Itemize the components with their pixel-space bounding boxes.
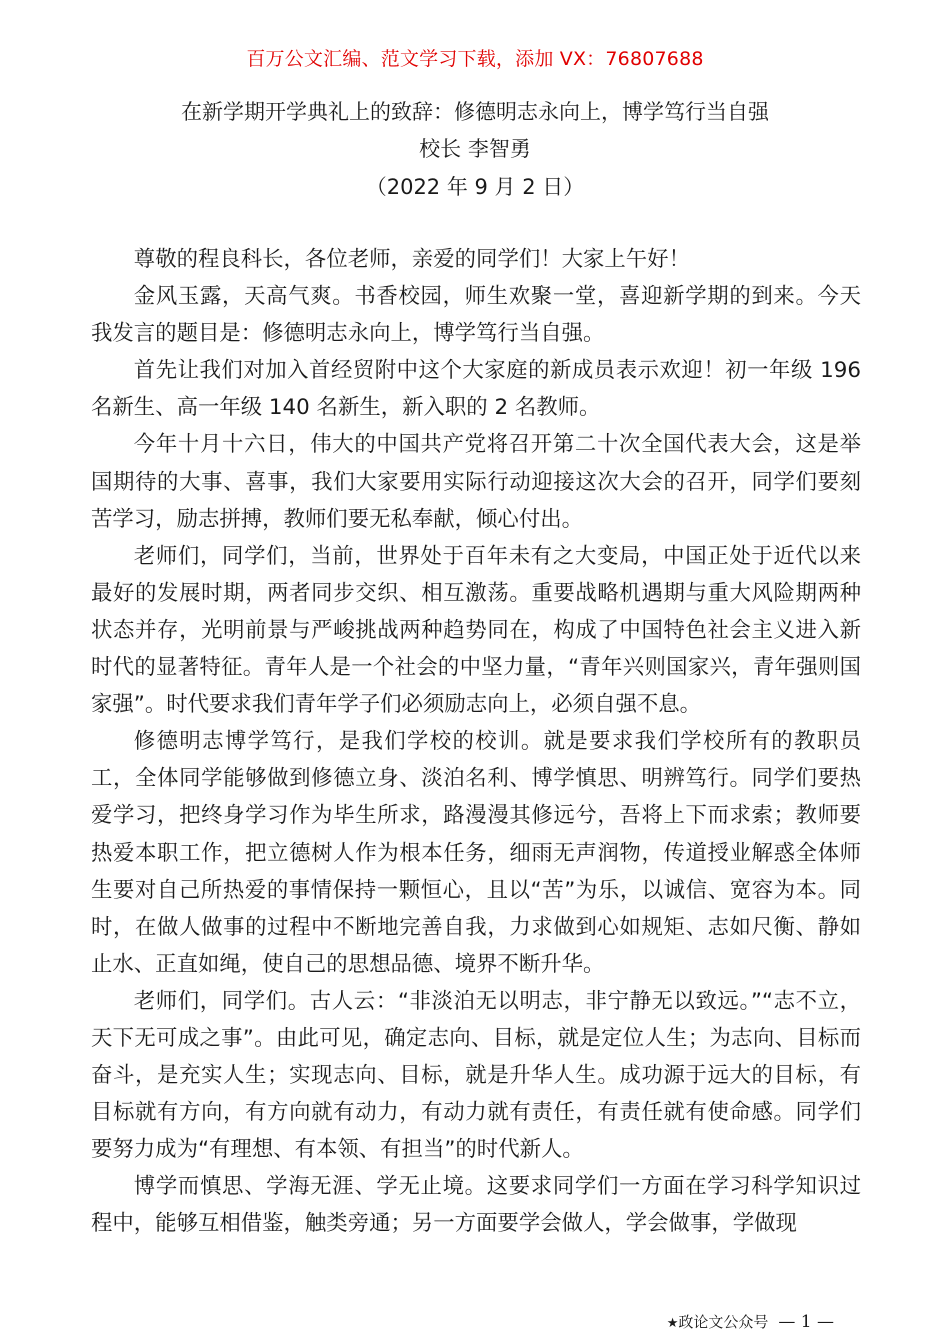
paragraph-motto: 修德明志博学笃行，是我们学校的校训。就是要求我们学校所有的教职员工，全体同学能够做到修德立身、淡泊名利、博学慎思、明辨笃行。同学们要热爱学习，把终身学习作为毕生所求，路漫漫其修远兮，吾将上下而求索；教师要热爱本职工作，把立德树人作为根本任务，细雨无声润物，传道授业解惑全体师生要对自己所热爱的事情保持一颗恒心，且以“苦”为乐，以诚信、宽容为本。同时，在做人做事的过程中不断地完善自我，力求做到心如规矩、志如尺衡、静如止水、正直如绳，使自己的思想品德、境界不断升华。 [91,729,861,977]
page-number: — 1 — [778,1312,834,1332]
paragraph-welcome: 首先让我们对加入首经贸附中这个大家庭的新成员表示欢迎！初一年级 196 名新生、高一年级 140 名新生，新入职的 2 名教师。 [91,358,861,421]
footer-source: 政论文公众号 [678,1313,769,1331]
document-body [91,241,861,1243]
promo-banner: 百万公文汇编、范文学习下载，添加 VX：76807688 [246,48,704,70]
star-icon: ★ [666,1316,679,1331]
document-author: 校长 李智勇 [419,137,531,161]
paragraph-ambition: 老师们，同学们。古人云：“非淡泊无以明志，非宁静无以致远。”“志不立，天下无可成之事”。由此可见，确定志向、目标，就是定位人生；为志向、目标而奋斗，是充实人生；实现志向、目标，就是升华人生。成功源于远大的目标，有目标就有方向，有方向就有动力，有动力就有责任，有责任就有使命感。同学们要努力成为“有理想、有本领、有担当”的时代新人。 [91,988,861,1163]
page-footer [667,1310,834,1336]
document-title: 在新学期开学典礼上的致辞：修德明志永向上，博学笃行当自强 [181,100,769,124]
paragraph-congress: 今年十月十六日，伟大的中国共产党将召开第二十次全国代表大会，这是举国期待的大事、喜事，我们大家要用实际行动迎接这次大会的召开，同学们要刻苦学习，励志拼搏，教师们要无私奉献，倾心付出。 [91,432,861,532]
document-date: （2022 年 9 月 2 日） [365,175,585,199]
paragraph-opening: 金风玉露，天高气爽。书香校园，师生欢聚一堂，喜迎新学期的到来。今天我发言的题目是：修德明志永向上，博学笃行当自强。 [91,284,861,347]
paragraph-learning: 博学而慎思、学海无涯、学无止境。这要求同学们一方面在学习科学知识过程中，能够互相借鉴，触类旁通；另一方面要学会做人，学会做事，学做现 [91,1174,861,1237]
paragraph-greeting: 尊敬的程良科长，各位老师，亲爱的同学们！大家上午好！ [133,247,690,272]
paragraph-era: 老师们，同学们，当前，世界处于百年未有之大变局，中国正处于近代以来最好的发展时期，两者同步交织、相互激荡。重要战略机遇期与重大风险期两种状态并存，光明前景与严峻挑战两种趋势同在，构成了中国特色社会主义进入新时代的显著特征。青年人是一个社会的中坚力量，“青年兴则国家兴，青年强则国家强”。时代要求我们青年学子们必须励志向上，必须自强不息。 [91,543,861,718]
